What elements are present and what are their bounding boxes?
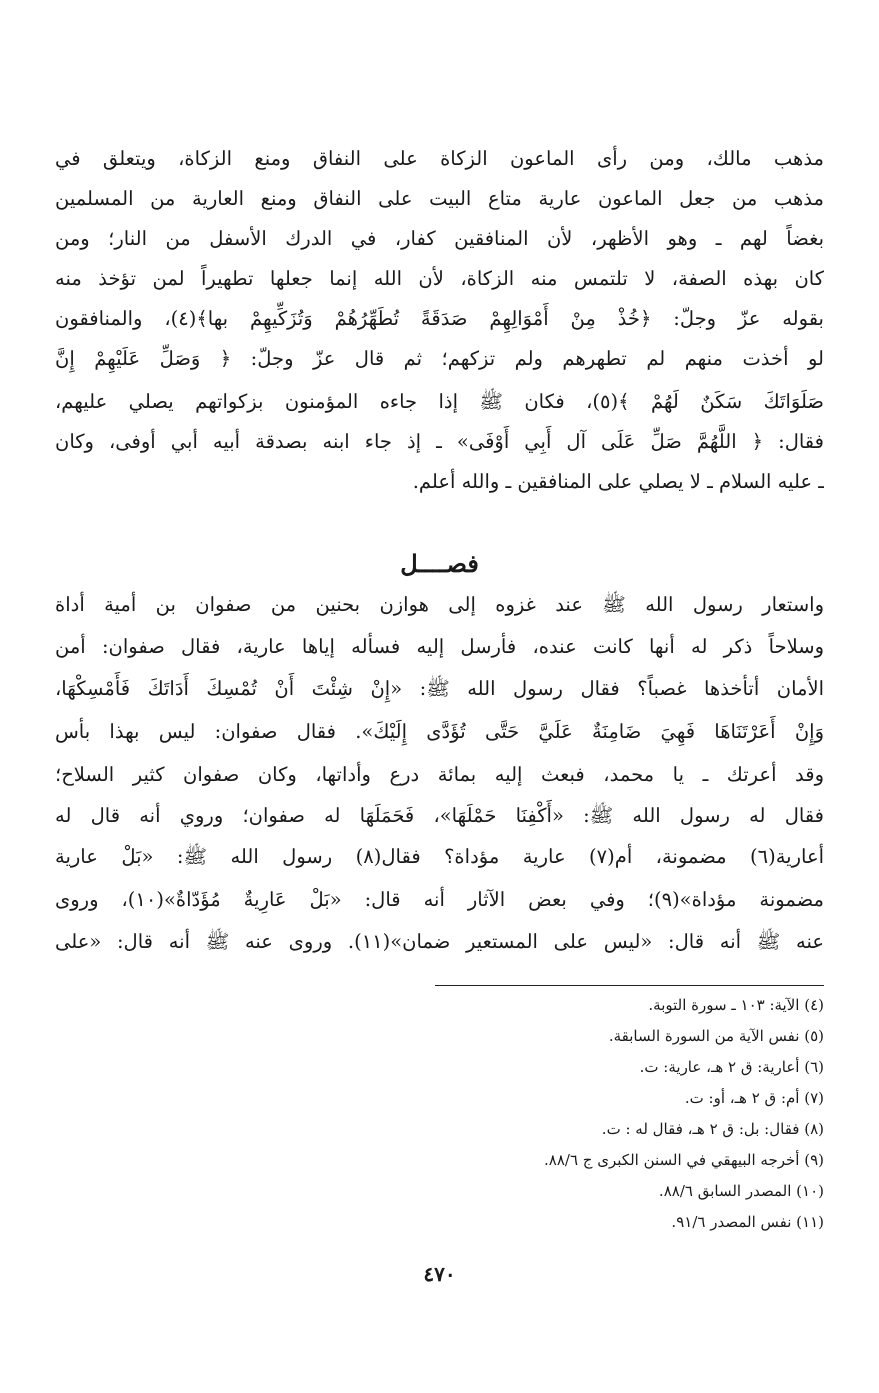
text-line: مذهب من جعل الماعون عارية متاع البيت على النفاق ومنع العارية من المسلمين bbox=[55, 187, 824, 210]
page-number: ٤٧٠ bbox=[423, 1262, 456, 1286]
text-line: عنه ﷺ أنه قال: «ليس على المستعير ضمان»(١١). وروى عنه ﷺ أنه قال: «على bbox=[55, 930, 824, 953]
text-line: لو أخذت منهم لم تطهرهم ولم تزكهم؛ ثم قال عزّ وجلّ: ﴿ وَصَلِّ عَلَيْهِمْ إِنَّ bbox=[55, 347, 824, 370]
footnote: (٩) أخرجه البيهقي في السنن الكبرى ج ٨٨/٦. bbox=[544, 1151, 824, 1169]
text-line: مذهب مالك، ومن رأى الماعون الزكاة على النفاق ومنع الزكاة، ويتعلق في bbox=[55, 147, 824, 170]
text-line: الأمان أتأخذها غصباً؟ فقال رسول الله ﷺ: «إِنْ شِئْتَ أَنْ تُمْسِكَ أَدَاتَكَ فَأَمْسِكْهَا، bbox=[55, 677, 824, 700]
text-line: وَإِنْ أَعَرْتَنَاهَا فَهِيَ ضَامِنَةٌ عَلَيَّ حَتَّى تُؤَدَّى إِلَيْكَ». فقال صفوان: ليس بهذا بأس bbox=[55, 720, 824, 743]
footnote: (٥) نفس الآية من السورة السابقة. bbox=[608, 1027, 824, 1045]
section-heading: فصــــل bbox=[400, 549, 479, 578]
text-line: واستعار رسول الله ﷺ عند غزوه إلى هوازن بحنين من صفوان بن أمية أداة bbox=[55, 593, 824, 616]
text-line: فقال له رسول الله ﷺ: «أَكْفِنَا حَمْلَهَا»، فَحَمَلَهَا له صفوان؛ وروي أنه قال له bbox=[55, 804, 824, 827]
text-line: ـ عليه السلام ـ لا يصلي على المنافقين ـ والله أعلم. bbox=[412, 470, 824, 493]
text-line: صَلَوَاتَكَ سَكَنٌ لَهُمْ ﴾(٥)، فكان ﷺ إذا جاءه المؤمنون بزكواتهم يصلي عليهم، bbox=[55, 390, 824, 413]
text-line: مضمونة مؤداة»(٩)؛ وفي بعض الآثار أنه قال: «بَلْ عَارِيةٌ مُؤَدّاةٌ»(١٠)، وروى bbox=[55, 888, 824, 911]
footnote: (٦) أعارية: ق ٢ هـ، عارية: ت. bbox=[639, 1058, 824, 1076]
footnote: (٤) الآية: ١٠٣ ـ سورة التوبة. bbox=[648, 996, 824, 1014]
footnote: (١١) نفس المصدر ٩١/٦. bbox=[671, 1213, 824, 1231]
footnote: (١٠) المصدر السابق ٨٨/٦. bbox=[658, 1182, 824, 1200]
footnote: (٧) أم: ق ٢ هـ، أو: ت. bbox=[684, 1089, 824, 1107]
text-line: فقال: ﴿ اللَّهُمَّ صَلِّ عَلَى آل أَبِي أَوْفَى» ـ إذ جاء ابنه بصدقة أبيه أبي أوفى، وكان bbox=[55, 430, 824, 453]
footnote-divider bbox=[435, 985, 824, 986]
text-line: بقوله عزّ وجلّ: ﴿خُذْ مِنْ أَمْوَالِهِمْ صَدَقَةً تُطَهِّرُهُمْ وَتُزَكِّيهِمْ بها﴾(٤)، والمنافقون bbox=[55, 307, 824, 330]
text-line: وسلاحاً ذكر له أنها كانت عنده، فأرسل إليه فسأله إياها عارية، فقال صفوان: أمن bbox=[55, 635, 824, 658]
text-line: بغضاً لهم ـ وهو الأظهر، لأن المنافقين كفار، في الدرك الأسفل من النار؛ ومن bbox=[55, 227, 824, 250]
text-line: كان بهذه الصفة، لا تلتمس منه الزكاة، لأن الله إنما جعلها تطهيراً لمن تؤخذ منه bbox=[55, 267, 824, 290]
text-line: أعارية(٦) مضمونة، أم(٧) عارية مؤداة؟ فقال(٨) رسول الله ﷺ: «بَلْ عارية bbox=[55, 845, 824, 868]
footnote: (٨) فقال: بل: ق ٢ هـ، فقال له : ت. bbox=[601, 1120, 824, 1138]
text-line: وقد أعرتك ـ يا محمد، فبعث إليه بمائة درع وأداتها، وكان صفوان كثير السلاح؛ bbox=[55, 763, 824, 786]
